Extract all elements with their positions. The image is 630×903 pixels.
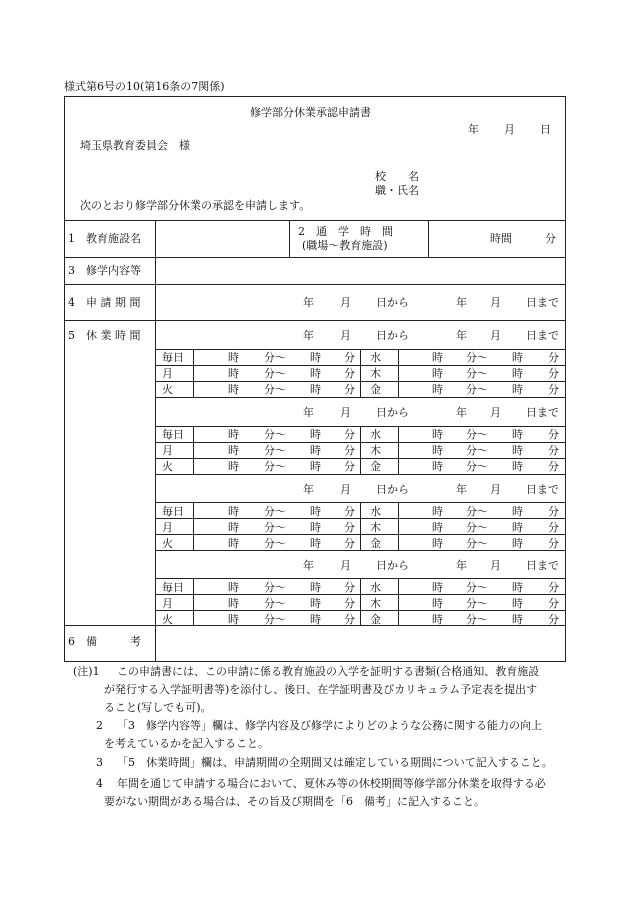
time-minute-end[interactable]: 分 [548,444,559,457]
time-minute-end[interactable]: 分 [548,597,559,610]
period-to: 日まで [526,296,559,309]
time-minute-end[interactable]: 分 [548,537,559,550]
time-minute[interactable]: 分～ [264,537,286,550]
time-minute[interactable]: 分～ [264,444,286,457]
time-hour-end[interactable]: 時 [512,428,523,441]
note-4-line: 年間を通じて申請する場合において、夏休み等の休校期間等修学部分休業を取得する必 [117,777,546,790]
day-right-label: 木 [370,521,381,534]
time-hour-end[interactable]: 時 [512,521,523,534]
commute-label-bottom: (職場～教育施設) [302,239,388,252]
time-minute[interactable]: 分～ [264,597,286,610]
remarks-field[interactable] [160,630,560,658]
block-3-month-end: 月 [490,483,501,496]
day-right-label: 水 [370,505,381,518]
time-minute[interactable]: 分～ [466,537,488,550]
facility-label: 1 教育施設名 [68,232,141,245]
day-left-label: 毎日 [162,505,184,518]
time-hour-end[interactable]: 時 [512,581,523,594]
time-minute[interactable]: 分～ [264,351,286,364]
time-minute-end[interactable]: 分 [344,521,355,534]
time-hour[interactable]: 時 [432,537,443,550]
time-minute[interactable]: 分～ [466,521,488,534]
time-hour[interactable]: 時 [228,444,239,457]
block-1-from: 日から [376,329,409,342]
time-hour[interactable]: 時 [432,613,443,626]
time-hour-end[interactable]: 時 [310,428,321,441]
time-minute[interactable]: 分～ [466,383,488,396]
time-hour[interactable]: 時 [228,537,239,550]
date-year: 年 [468,123,479,136]
addressee: 埼玉県教育委員会 様 [80,139,190,152]
time-hour-end[interactable]: 時 [310,351,321,364]
time-hour-end[interactable]: 時 [512,351,523,364]
day-right-label: 木 [370,597,381,610]
note-1-line: ること(写しでも可)。 [104,701,212,714]
time-minute[interactable]: 分～ [264,460,286,473]
block-4-from: 日から [376,559,409,572]
day-left-label: 月 [162,367,173,380]
note-3-number: 3 [96,756,103,769]
day-left-label: 月 [162,444,173,457]
time-minute-end[interactable]: 分 [548,505,559,518]
time-hour[interactable]: 時 [432,597,443,610]
block-4-month-end: 月 [490,559,501,572]
time-minute-end[interactable]: 分 [548,581,559,594]
time-minute[interactable]: 分～ [466,351,488,364]
block-2-month: 月 [340,406,351,419]
time-minute[interactable]: 分～ [466,428,488,441]
note-4-number: 4 [96,777,103,790]
time-minute-end[interactable]: 分 [548,521,559,534]
time-hour-end[interactable]: 時 [310,581,321,594]
block-4-year-end: 年 [456,559,467,572]
time-minute-end[interactable]: 分 [548,428,559,441]
time-minute-end[interactable]: 分 [548,383,559,396]
time-minute[interactable]: 分～ [264,521,286,534]
note-3-line: 「5 休業時間」欄は、申請期間の全期間又は確定している期間について記入すること。 [117,756,553,769]
block-1-month-end: 月 [490,329,501,342]
time-hour[interactable]: 時 [228,613,239,626]
day-left-label: 火 [162,537,173,550]
time-minute-end[interactable]: 分 [548,460,559,473]
block-2-from: 日から [376,406,409,419]
day-right-label: 木 [370,444,381,457]
day-left-label: 月 [162,521,173,534]
time-hour[interactable]: 時 [432,428,443,441]
note-2-number: 2 [96,719,103,732]
time-hour-end[interactable]: 時 [512,444,523,457]
time-minute-end[interactable]: 分 [344,460,355,473]
leave-hours-label: 5 休 業 時 間 [68,329,141,342]
period-year-end: 年 [456,296,467,309]
day-left-label: 火 [162,383,173,396]
note-1-number: (注)1 [73,665,100,678]
day-left-label: 毎日 [162,581,184,594]
time-hour-end[interactable]: 時 [512,613,523,626]
block-2-to: 日まで [526,406,559,419]
remarks-label: 6 備 考 [68,635,141,648]
day-right-label: 水 [370,428,381,441]
commute-time[interactable]: 時間 分 [490,232,556,245]
time-hour-end[interactable]: 時 [512,460,523,473]
time-minute[interactable]: 分～ [264,383,286,396]
time-minute[interactable]: 分～ [466,460,488,473]
day-right-label: 金 [370,383,381,396]
form-number: 様式第6号の10(第16条の7関係) [64,80,225,93]
block-3-month: 月 [340,483,351,496]
block-2-year: 年 [303,406,314,419]
study-content-field[interactable] [160,262,560,280]
period-month-end: 月 [490,296,501,309]
time-hour-end[interactable]: 時 [512,597,523,610]
time-hour-end[interactable]: 時 [512,505,523,518]
day-left-label: 月 [162,597,173,610]
commute-label-top: 2 通 学 時 間 [298,225,393,238]
day-right-label: 水 [370,351,381,364]
day-right-label: 水 [370,581,381,594]
time-minute-end[interactable]: 分 [344,383,355,396]
school-name-label: 校 名 [375,170,419,183]
block-3-year: 年 [303,483,314,496]
day-left-label: 毎日 [162,351,184,364]
time-hour[interactable]: 時 [432,383,443,396]
time-minute[interactable]: 分～ [264,428,286,441]
day-right-label: 木 [370,367,381,380]
time-hour-end[interactable]: 時 [310,597,321,610]
period-month: 月 [340,296,351,309]
request-statement: 次のとおり修学部分休業の承認を申請します。 [80,199,311,212]
block-1-year-end: 年 [456,329,467,342]
block-2-month-end: 月 [490,406,501,419]
time-minute-end[interactable]: 分 [344,581,355,594]
time-hour[interactable]: 時 [432,460,443,473]
time-minute[interactable]: 分～ [264,613,286,626]
time-hour[interactable]: 時 [228,383,239,396]
date-day: 日 [540,123,551,136]
time-hour-end[interactable]: 時 [512,537,523,550]
time-hour[interactable]: 時 [228,581,239,594]
time-hour-end[interactable]: 時 [310,367,321,380]
note-1-line: この申請書には、この申請に係る教育施設の入学を証明する書類(合格通知、教育施設 [117,665,540,678]
time-hour[interactable]: 時 [228,351,239,364]
time-hour[interactable]: 時 [228,367,239,380]
time-minute[interactable]: 分～ [466,613,488,626]
time-hour[interactable]: 時 [228,505,239,518]
time-minute-end[interactable]: 分 [344,351,355,364]
period-from: 日から [376,296,409,309]
time-minute-end[interactable]: 分 [344,428,355,441]
time-minute-end[interactable]: 分 [548,367,559,380]
time-hour[interactable]: 時 [228,521,239,534]
time-hour[interactable]: 時 [432,581,443,594]
time-minute[interactable]: 分～ [466,367,488,380]
time-minute-end[interactable]: 分 [344,597,355,610]
time-hour[interactable]: 時 [432,367,443,380]
time-hour[interactable]: 時 [228,460,239,473]
block-1-year: 年 [303,329,314,342]
form-title: 修学部分休業承認申請書 [250,106,371,119]
block-2-year-end: 年 [456,406,467,419]
block-3-year-end: 年 [456,483,467,496]
block-1-to: 日まで [526,329,559,342]
time-minute-end[interactable]: 分 [344,367,355,380]
note-4-line: 要がない期間がある場合は、その旨及び期間を「6 備考」に記入すること。 [104,795,485,808]
block-3-from: 日から [376,483,409,496]
time-hour-end[interactable]: 時 [310,444,321,457]
time-minute[interactable]: 分～ [264,505,286,518]
block-3-to: 日まで [526,483,559,496]
applicant-name-label: 職・氏名 [375,184,419,197]
period-year: 年 [303,296,314,309]
day-right-label: 金 [370,613,381,626]
note-2-line: を考えているかを記入すること。 [104,737,269,750]
block-4-year: 年 [303,559,314,572]
day-right-label: 金 [370,537,381,550]
time-hour[interactable]: 時 [228,597,239,610]
day-left-label: 火 [162,613,173,626]
time-hour[interactable]: 時 [432,521,443,534]
day-left-label: 毎日 [162,428,184,441]
time-minute[interactable]: 分～ [466,597,488,610]
block-4-month: 月 [340,559,351,572]
time-minute-end[interactable]: 分 [548,613,559,626]
time-hour-end[interactable]: 時 [310,460,321,473]
time-hour-end[interactable]: 時 [512,383,523,396]
time-minute[interactable]: 分～ [466,505,488,518]
time-hour-end[interactable]: 時 [310,383,321,396]
facility-field[interactable] [160,226,284,252]
time-hour-end[interactable]: 時 [512,367,523,380]
date-month: 月 [504,123,515,136]
time-minute-end[interactable]: 分 [548,351,559,364]
time-minute-end[interactable]: 分 [344,537,355,550]
time-hour[interactable]: 時 [228,428,239,441]
time-minute[interactable]: 分～ [264,367,286,380]
day-right-label: 金 [370,460,381,473]
block-4-to: 日まで [526,559,559,572]
application-period-label: 4 申 請 期 間 [68,296,141,309]
time-minute[interactable]: 分～ [264,581,286,594]
block-1-month: 月 [340,329,351,342]
time-minute-end[interactable]: 分 [344,613,355,626]
time-minute[interactable]: 分～ [466,444,488,457]
time-minute[interactable]: 分～ [466,581,488,594]
time-hour[interactable]: 時 [432,351,443,364]
study-content-label: 3 修学内容等 [68,264,141,277]
time-minute-end[interactable]: 分 [344,444,355,457]
note-2-line: 「3 修学内容等」欄は、修学内容及び修学によりどのような公務に関する能力の向上 [117,719,542,732]
time-hour-end[interactable]: 時 [310,537,321,550]
time-hour[interactable]: 時 [432,444,443,457]
time-minute-end[interactable]: 分 [344,505,355,518]
time-hour-end[interactable]: 時 [310,521,321,534]
time-hour[interactable]: 時 [432,505,443,518]
day-left-label: 火 [162,460,173,473]
note-1-line: が発行する入学証明書等)を添付し、後日、在学証明書及びカリキュラム予定表を提出す [104,683,538,696]
time-hour-end[interactable]: 時 [310,613,321,626]
time-hour-end[interactable]: 時 [310,505,321,518]
